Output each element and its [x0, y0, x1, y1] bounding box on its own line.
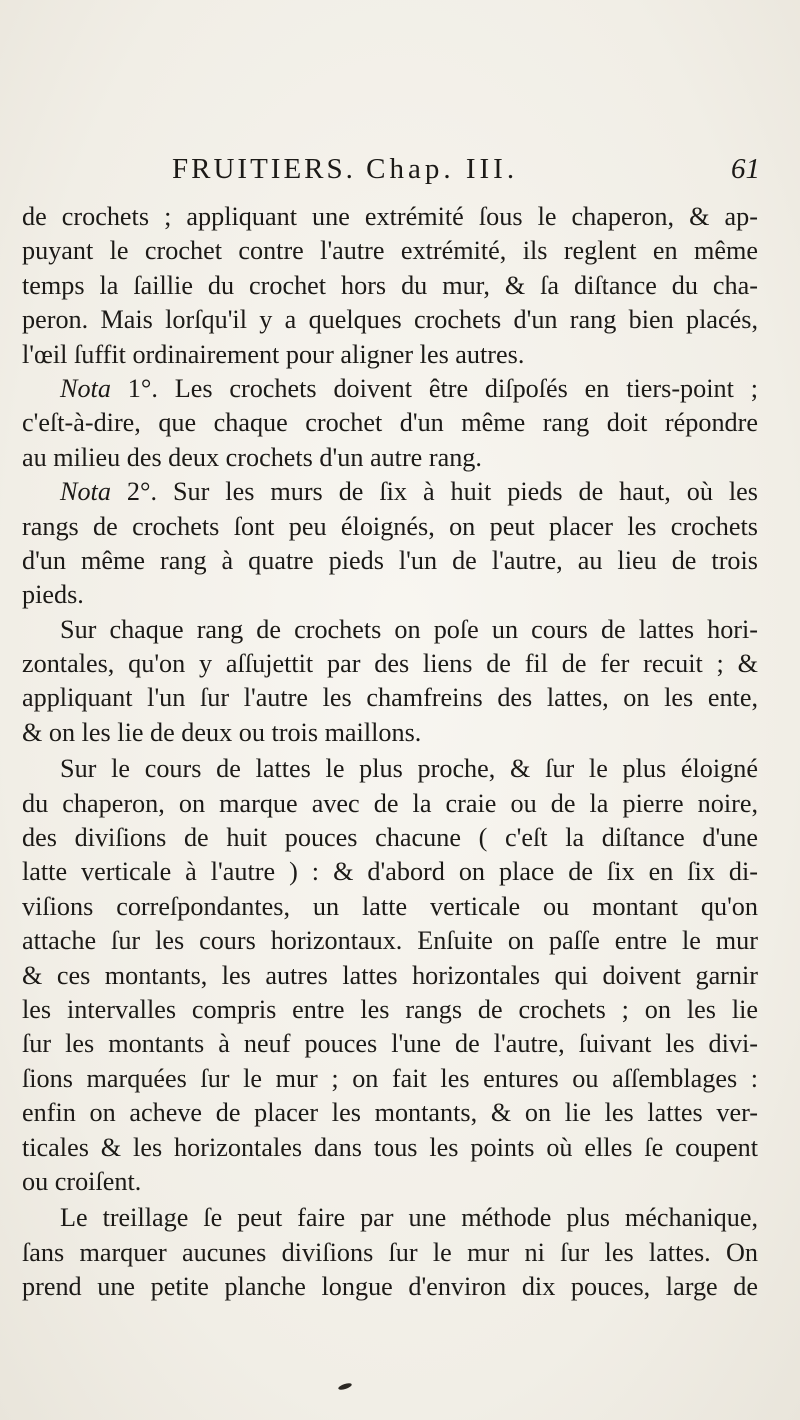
text-line: ſur les montants à neuf pouces l'une de l'autre, ſuivant les divi- [22, 1029, 758, 1059]
text-line: de crochets ; appliquant une extrémité ſous le chaperon, & ap- [22, 202, 758, 231]
nota-1-line: Nota 1°. Les crochets doivent être diſpoſés en tiers-point ; [60, 373, 758, 403]
text-line: attache ſur les cours horizontaux. Enſuite on paſſe entre le mur [22, 926, 758, 956]
paragraph-start-line: Sur chaque rang de crochets on poſe un cours de lattes hori- [60, 614, 758, 644]
text-line: c'eſt-à-dire, que chaque crochet d'un même rang doit répondre [22, 408, 758, 438]
text-line: au milieu des deux crochets d'un autre rang. [22, 442, 482, 472]
text-line: temps la ſaillie du crochet hors du mur, & ſa diſtance du cha- [22, 270, 758, 300]
text-line: appliquant l'un ſur l'autre les chamfreins des lattes, on les ente, [22, 683, 758, 713]
text-line: enfin on acheve de placer les montants, & on lie les lattes ver- [22, 1098, 758, 1128]
running-head [60, 153, 760, 193]
text-line: & on les lie de deux ou trois maillons. [22, 717, 422, 747]
text-line: les intervalles compris entre les rangs de crochets ; on les lie [22, 994, 758, 1024]
paragraph-start-line: Le treillage ſe peut faire par une méthode plus méchanique, [60, 1203, 758, 1233]
text-line: prend une petite planche longue d'environ dix pouces, large de [22, 1272, 758, 1302]
text-line: peron. Mais lorſqu'il y a quelques crochets d'un rang bien placés, [22, 305, 758, 335]
text-line: l'œil ſuffit ordinairement pour aligner les autres. [22, 339, 525, 369]
text-line: du chaperon, on marque avec de la craie ou de la pierre noire, [22, 788, 758, 818]
chapter-label: Chap. III. [366, 153, 519, 185]
text-line: & ces montants, les autres lattes horizontales qui doivent garnir [22, 960, 758, 990]
text-line: puyant le crochet contre l'autre extrémité, ils reglent en même [22, 236, 758, 266]
text-line: ſions marquées ſur le mur ; on fait les entures ou aſſemblages : [22, 1063, 758, 1093]
text-line: ticales & les horizontales dans tous les points où elles ſe coupent [22, 1132, 758, 1162]
text-line: viſions correſpondantes, un latte verticale ou montant qu'on [22, 891, 758, 921]
text-line: latte verticale à l'autre ) : & d'abord on place de ſix en ſix di- [22, 857, 758, 887]
running-title [172, 153, 518, 186]
text-line: rangs de crochets ſont peu éloignés, on peut placer les crochets [22, 511, 758, 541]
paragraph-start-line: Sur le cours de lattes le plus proche, & ſur le plus éloigné [60, 754, 758, 784]
text-line: des diviſions de huit pouces chacune ( c'eſt la diſtance d'une [22, 823, 758, 853]
body-text [22, 200, 758, 1305]
page-number: 61 [731, 153, 760, 185]
text-line: ſans marquer aucunes diviſions ſur le mur ni ſur les lattes. On [22, 1237, 758, 1267]
printer-ornament-mark [338, 1382, 353, 1391]
running-title-text: FRUITIERS. [172, 153, 356, 185]
text-line: pieds. [22, 580, 84, 610]
nota-2-line: Nota 2°. Sur les murs de ſix à huit pieds de haut, où les [60, 477, 758, 507]
text-line: ou croiſent. [22, 1166, 142, 1196]
text-line: d'un même rang à quatre pieds l'un de l'autre, au lieu de trois [22, 545, 758, 575]
text-line: zontales, qu'on y aſſujettit par des liens de fil de fer recuit ; & [22, 649, 758, 679]
